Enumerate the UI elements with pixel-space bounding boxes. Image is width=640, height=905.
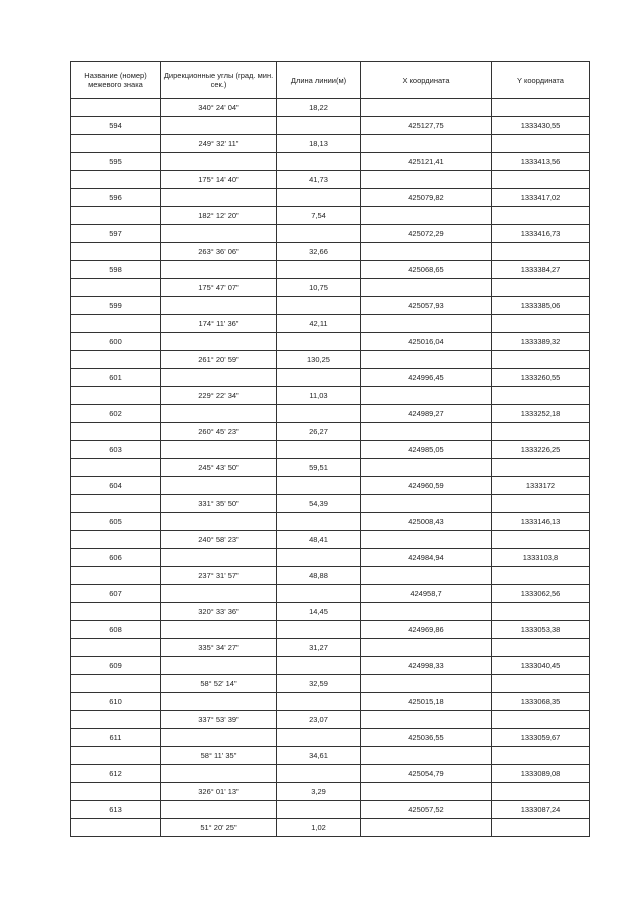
- point-name-cell: 594: [71, 117, 161, 135]
- x-cell: [361, 423, 492, 441]
- y-cell: [492, 819, 590, 837]
- x-cell: 425016,04: [361, 333, 492, 351]
- point-name-cell: 612: [71, 765, 161, 783]
- point-name-cell: [71, 315, 161, 333]
- y-cell: [492, 459, 590, 477]
- angle-cell: [161, 477, 277, 495]
- point-row: [71, 189, 590, 207]
- segment-row: [71, 531, 590, 549]
- point-name-cell: [71, 531, 161, 549]
- length-cell: 14,45: [277, 603, 361, 621]
- length-cell: 32,66: [277, 243, 361, 261]
- point-row: [71, 369, 590, 387]
- x-cell: [361, 567, 492, 585]
- length-cell: [277, 369, 361, 387]
- point-name-cell: 610: [71, 693, 161, 711]
- length-cell: [277, 585, 361, 603]
- y-cell: [492, 567, 590, 585]
- angle-cell: 58° 52' 14": [161, 675, 277, 693]
- angle-cell: [161, 261, 277, 279]
- y-cell: 1333103,8: [492, 549, 590, 567]
- point-name-cell: [71, 711, 161, 729]
- point-name-cell: [71, 387, 161, 405]
- y-cell: 1333260,55: [492, 369, 590, 387]
- point-name-cell: 600: [71, 333, 161, 351]
- point-name-cell: [71, 351, 161, 369]
- length-cell: 26,27: [277, 423, 361, 441]
- x-cell: [361, 243, 492, 261]
- length-cell: 18,13: [277, 135, 361, 153]
- y-cell: [492, 639, 590, 657]
- segment-row: [71, 675, 590, 693]
- point-name-cell: [71, 603, 161, 621]
- x-cell: [361, 603, 492, 621]
- length-cell: [277, 441, 361, 459]
- angle-cell: [161, 117, 277, 135]
- angle-cell: 326° 01' 13": [161, 783, 277, 801]
- y-cell: 1333430,55: [492, 117, 590, 135]
- point-row: [71, 261, 590, 279]
- segment-row: [71, 639, 590, 657]
- y-cell: 1333089,08: [492, 765, 590, 783]
- angle-cell: [161, 189, 277, 207]
- segment-row: [71, 315, 590, 333]
- length-cell: 7,54: [277, 207, 361, 225]
- point-name-cell: 609: [71, 657, 161, 675]
- y-cell: 1333062,56: [492, 585, 590, 603]
- point-name-cell: [71, 783, 161, 801]
- length-cell: [277, 189, 361, 207]
- point-row: [71, 333, 590, 351]
- length-cell: [277, 621, 361, 639]
- x-cell: 425068,65: [361, 261, 492, 279]
- x-cell: [361, 495, 492, 513]
- angle-cell: 335° 34' 27": [161, 639, 277, 657]
- segment-row: [71, 783, 590, 801]
- y-cell: [492, 171, 590, 189]
- y-cell: 1333040,45: [492, 657, 590, 675]
- segment-row: [71, 135, 590, 153]
- segment-row: [71, 207, 590, 225]
- y-cell: [492, 279, 590, 297]
- y-cell: 1333053,38: [492, 621, 590, 639]
- y-cell: 1333172: [492, 477, 590, 495]
- angle-cell: [161, 657, 277, 675]
- point-name-cell: [71, 135, 161, 153]
- point-name-cell: 598: [71, 261, 161, 279]
- x-cell: 424958,7: [361, 585, 492, 603]
- angle-cell: [161, 441, 277, 459]
- angle-cell: 331° 35' 50": [161, 495, 277, 513]
- point-name-cell: 602: [71, 405, 161, 423]
- x-cell: 424998,33: [361, 657, 492, 675]
- point-name-cell: 603: [71, 441, 161, 459]
- segment-row: [71, 567, 590, 585]
- x-cell: 424989,27: [361, 405, 492, 423]
- y-cell: 1333416,73: [492, 225, 590, 243]
- point-row: [71, 801, 590, 819]
- x-cell: [361, 639, 492, 657]
- y-cell: [492, 603, 590, 621]
- length-cell: 59,51: [277, 459, 361, 477]
- x-cell: [361, 783, 492, 801]
- x-cell: [361, 351, 492, 369]
- point-row: [71, 549, 590, 567]
- segment-row: [71, 99, 590, 117]
- y-cell: [492, 135, 590, 153]
- angle-cell: [161, 621, 277, 639]
- segment-row: [71, 495, 590, 513]
- y-cell: 1333385,06: [492, 297, 590, 315]
- length-cell: [277, 225, 361, 243]
- segment-row: [71, 711, 590, 729]
- angle-cell: 58° 11' 35": [161, 747, 277, 765]
- segment-row: [71, 279, 590, 297]
- length-cell: 18,22: [277, 99, 361, 117]
- segment-row: [71, 171, 590, 189]
- point-name-cell: [71, 99, 161, 117]
- length-cell: 54,39: [277, 495, 361, 513]
- x-cell: 425079,82: [361, 189, 492, 207]
- y-cell: 1333389,32: [492, 333, 590, 351]
- segment-row: [71, 459, 590, 477]
- angle-cell: 337° 53' 39": [161, 711, 277, 729]
- y-cell: [492, 243, 590, 261]
- point-row: [71, 117, 590, 135]
- point-row: [71, 153, 590, 171]
- x-cell: [361, 99, 492, 117]
- y-cell: [492, 423, 590, 441]
- point-name-cell: [71, 495, 161, 513]
- point-name-cell: 597: [71, 225, 161, 243]
- y-cell: [492, 675, 590, 693]
- segment-row: [71, 423, 590, 441]
- segment-row: [71, 819, 590, 837]
- y-cell: [492, 711, 590, 729]
- point-name-cell: 607: [71, 585, 161, 603]
- length-cell: 32,59: [277, 675, 361, 693]
- y-cell: 1333059,67: [492, 729, 590, 747]
- x-cell: [361, 675, 492, 693]
- length-cell: 130,25: [277, 351, 361, 369]
- y-cell: [492, 351, 590, 369]
- angle-cell: [161, 333, 277, 351]
- x-cell: 424969,86: [361, 621, 492, 639]
- point-row: [71, 441, 590, 459]
- angle-cell: [161, 801, 277, 819]
- y-cell: 1333087,24: [492, 801, 590, 819]
- y-cell: [492, 495, 590, 513]
- header-name: Название (номер) межевого знака: [71, 62, 161, 99]
- segment-row: [71, 351, 590, 369]
- length-cell: [277, 513, 361, 531]
- angle-cell: 240° 58' 23": [161, 531, 277, 549]
- length-cell: 1,02: [277, 819, 361, 837]
- angle-cell: [161, 765, 277, 783]
- x-cell: 425015,18: [361, 693, 492, 711]
- header-length: Длина линии(м): [277, 62, 361, 99]
- x-cell: 424996,45: [361, 369, 492, 387]
- length-cell: 3,29: [277, 783, 361, 801]
- point-name-cell: [71, 675, 161, 693]
- y-cell: 1333146,13: [492, 513, 590, 531]
- length-cell: 34,61: [277, 747, 361, 765]
- point-row: [71, 225, 590, 243]
- point-row: [71, 657, 590, 675]
- length-cell: 23,07: [277, 711, 361, 729]
- point-name-cell: [71, 747, 161, 765]
- length-cell: [277, 297, 361, 315]
- length-cell: [277, 261, 361, 279]
- angle-cell: [161, 729, 277, 747]
- y-cell: [492, 783, 590, 801]
- x-cell: 425057,93: [361, 297, 492, 315]
- y-cell: 1333252,18: [492, 405, 590, 423]
- angle-cell: [161, 225, 277, 243]
- x-cell: 425057,52: [361, 801, 492, 819]
- angle-cell: [161, 585, 277, 603]
- length-cell: [277, 477, 361, 495]
- length-cell: [277, 549, 361, 567]
- point-row: [71, 585, 590, 603]
- length-cell: 31,27: [277, 639, 361, 657]
- x-cell: [361, 531, 492, 549]
- angle-cell: 229° 22' 34": [161, 387, 277, 405]
- point-name-cell: 596: [71, 189, 161, 207]
- point-name-cell: 595: [71, 153, 161, 171]
- point-row: [71, 621, 590, 639]
- x-cell: [361, 387, 492, 405]
- x-cell: [361, 171, 492, 189]
- point-name-cell: 604: [71, 477, 161, 495]
- x-cell: 425008,43: [361, 513, 492, 531]
- point-row: [71, 729, 590, 747]
- x-cell: 425072,29: [361, 225, 492, 243]
- table-header-row: [71, 62, 590, 99]
- angle-cell: [161, 405, 277, 423]
- segment-row: [71, 243, 590, 261]
- point-name-cell: [71, 243, 161, 261]
- x-cell: 425036,55: [361, 729, 492, 747]
- x-cell: 424960,59: [361, 477, 492, 495]
- header-y: Y координата: [492, 62, 590, 99]
- segment-row: [71, 747, 590, 765]
- angle-cell: 261° 20' 59": [161, 351, 277, 369]
- y-cell: 1333417,02: [492, 189, 590, 207]
- point-row: [71, 405, 590, 423]
- angle-cell: 260° 45' 23": [161, 423, 277, 441]
- angle-cell: [161, 369, 277, 387]
- y-cell: [492, 315, 590, 333]
- y-cell: 1333413,56: [492, 153, 590, 171]
- x-cell: 425121,41: [361, 153, 492, 171]
- length-cell: 11,03: [277, 387, 361, 405]
- point-name-cell: 606: [71, 549, 161, 567]
- x-cell: 425127,75: [361, 117, 492, 135]
- angle-cell: [161, 153, 277, 171]
- point-name-cell: 599: [71, 297, 161, 315]
- x-cell: [361, 459, 492, 477]
- x-cell: 425054,79: [361, 765, 492, 783]
- angle-cell: 245° 43' 50": [161, 459, 277, 477]
- point-name-cell: [71, 171, 161, 189]
- angle-cell: [161, 549, 277, 567]
- x-cell: [361, 315, 492, 333]
- point-name-cell: [71, 459, 161, 477]
- length-cell: [277, 801, 361, 819]
- header-angle: Дирекционные углы (град. мин. сек.): [161, 62, 277, 99]
- point-name-cell: [71, 639, 161, 657]
- length-cell: [277, 729, 361, 747]
- point-name-cell: [71, 279, 161, 297]
- coordinates-sheet: [70, 61, 589, 837]
- length-cell: 48,88: [277, 567, 361, 585]
- angle-cell: [161, 693, 277, 711]
- y-cell: [492, 387, 590, 405]
- boundary-coordinates-table: [70, 61, 590, 837]
- length-cell: 41,73: [277, 171, 361, 189]
- y-cell: [492, 99, 590, 117]
- y-cell: [492, 531, 590, 549]
- angle-cell: 237° 31' 57": [161, 567, 277, 585]
- y-cell: 1333068,35: [492, 693, 590, 711]
- table-body: [71, 99, 590, 837]
- point-name-cell: 605: [71, 513, 161, 531]
- length-cell: [277, 405, 361, 423]
- x-cell: [361, 747, 492, 765]
- point-name-cell: 611: [71, 729, 161, 747]
- y-cell: [492, 207, 590, 225]
- point-name-cell: 608: [71, 621, 161, 639]
- point-row: [71, 765, 590, 783]
- point-row: [71, 297, 590, 315]
- x-cell: 424985,05: [361, 441, 492, 459]
- point-name-cell: 601: [71, 369, 161, 387]
- length-cell: [277, 153, 361, 171]
- point-row: [71, 477, 590, 495]
- length-cell: 10,75: [277, 279, 361, 297]
- length-cell: 42,11: [277, 315, 361, 333]
- length-cell: [277, 333, 361, 351]
- length-cell: 48,41: [277, 531, 361, 549]
- x-cell: [361, 207, 492, 225]
- point-name-cell: [71, 207, 161, 225]
- angle-cell: 51° 20' 25": [161, 819, 277, 837]
- y-cell: [492, 747, 590, 765]
- length-cell: [277, 657, 361, 675]
- segment-row: [71, 603, 590, 621]
- angle-cell: 249° 32' 11": [161, 135, 277, 153]
- angle-cell: 175° 47' 07": [161, 279, 277, 297]
- angle-cell: 174° 11' 36": [161, 315, 277, 333]
- angle-cell: [161, 297, 277, 315]
- x-cell: [361, 135, 492, 153]
- length-cell: [277, 117, 361, 135]
- y-cell: 1333384,27: [492, 261, 590, 279]
- segment-row: [71, 387, 590, 405]
- length-cell: [277, 765, 361, 783]
- angle-cell: [161, 513, 277, 531]
- x-cell: [361, 279, 492, 297]
- x-cell: [361, 819, 492, 837]
- point-name-cell: [71, 567, 161, 585]
- angle-cell: 175° 14' 40": [161, 171, 277, 189]
- point-name-cell: [71, 423, 161, 441]
- point-name-cell: [71, 819, 161, 837]
- length-cell: [277, 693, 361, 711]
- angle-cell: 182° 12' 20": [161, 207, 277, 225]
- point-name-cell: 613: [71, 801, 161, 819]
- angle-cell: 263° 36' 06": [161, 243, 277, 261]
- x-cell: [361, 711, 492, 729]
- y-cell: 1333226,25: [492, 441, 590, 459]
- header-x: X координата: [361, 62, 492, 99]
- angle-cell: 320° 33' 36": [161, 603, 277, 621]
- point-row: [71, 513, 590, 531]
- point-row: [71, 693, 590, 711]
- x-cell: 424984,94: [361, 549, 492, 567]
- angle-cell: 340° 24' 04": [161, 99, 277, 117]
